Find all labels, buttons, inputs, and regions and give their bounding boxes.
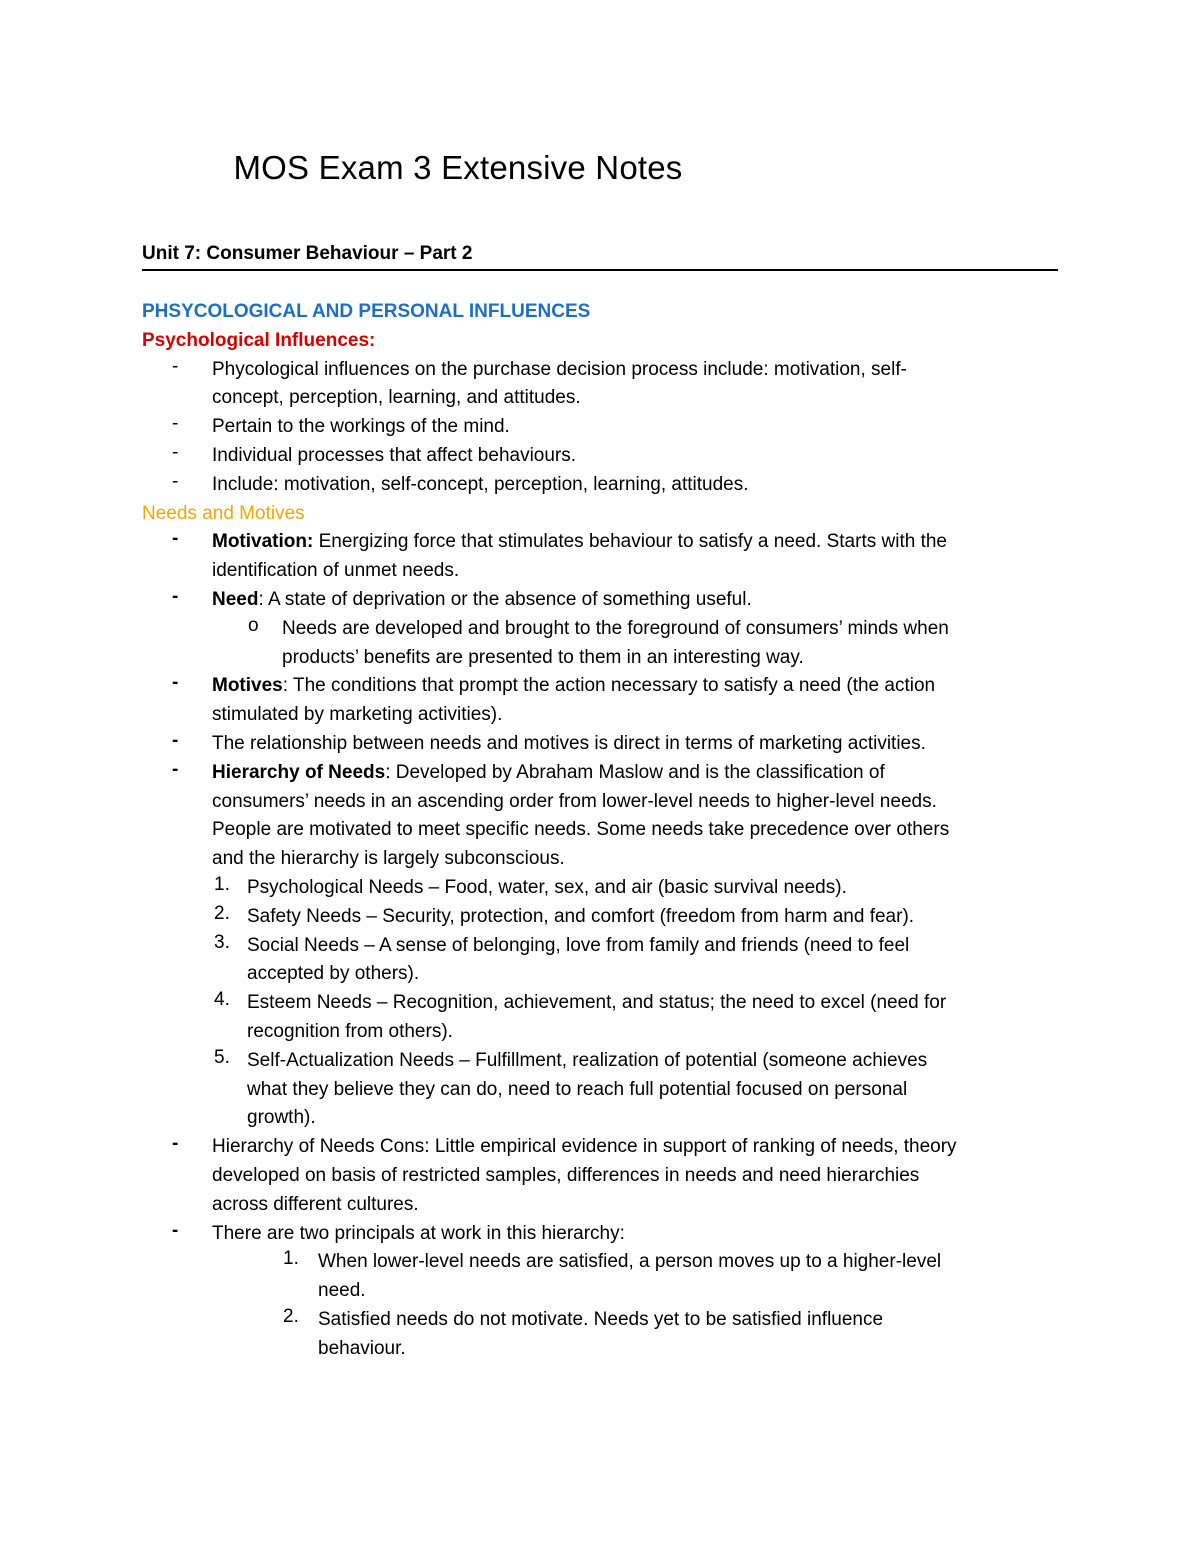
dash-bullet: -: [172, 1133, 179, 1155]
dash-bullet: -: [172, 729, 179, 751]
sub-list-item: [142, 615, 1062, 673]
list-item-text: across different cultures.: [212, 1193, 419, 1215]
list-item-text: stimulated by marketing activities).: [212, 704, 503, 726]
dash-bullet: -: [172, 470, 179, 492]
list-item-text: identification of unmet needs.: [212, 560, 460, 582]
term-motives: Motives: [212, 675, 283, 697]
list-item-text: products’ benefits are presented to them in an interesting way.: [282, 646, 804, 668]
list-item-text: The relationship between needs and motives is direct in terms of marketing activities.: [212, 732, 926, 754]
item-number: 3.: [214, 931, 230, 953]
list-item-text: Include: motivation, self-concept, perception, learning, attitudes.: [212, 473, 749, 495]
list-item: [142, 471, 1062, 500]
list-item-text: Hierarchy of Needs Cons: Little empirical evidence in support of ranking of needs, theory: [212, 1136, 957, 1158]
list-item-hierarchy: [142, 759, 1062, 874]
dash-bullet: -: [172, 1219, 179, 1241]
list-item-text: need.: [318, 1280, 366, 1302]
list-item-text: accepted by others).: [247, 963, 420, 985]
list-item-relationship: [142, 730, 1062, 759]
item-number: 5.: [214, 1046, 230, 1068]
list-item-text: Social Needs – A sense of belonging, love from family and friends (need to feel: [247, 934, 910, 956]
list-item-text: concept, perception, learning, and attitudes.: [212, 387, 581, 409]
list-item-text: Energizing force that stimulates behaviour to satisfy a need. Starts with the: [313, 531, 947, 553]
dash-bullet: -: [172, 413, 179, 435]
list-item-text: recognition from others).: [247, 1020, 453, 1042]
dash-bullet: -: [172, 441, 179, 463]
list-item-text: Satisfied needs do not motivate. Needs yet to be satisfied influence: [318, 1308, 884, 1330]
list-item-text: what they believe they can do, need to reach full potential focused on personal: [247, 1078, 908, 1100]
needs-heading: Needs and Motives: [142, 502, 305, 524]
dash-bullet: -: [172, 585, 179, 607]
list-item-text: People are motivated to meet specific needs. Some needs take precedence over others: [212, 819, 950, 841]
list-item-text: Self-Actualization Needs – Fulfillment, realization of potential (someone achieves: [247, 1049, 928, 1071]
dash-bullet: -: [172, 355, 179, 377]
item-number: 2.: [283, 1305, 299, 1327]
term-hierarchy: Hierarchy of Needs: [212, 761, 386, 783]
numbered-item: [142, 989, 1062, 1047]
list-item: [142, 442, 1062, 471]
term-motivation: Motivation:: [212, 531, 314, 553]
list-item-text: There are two principals at work in this hierarchy:: [212, 1222, 625, 1244]
list-item-text: Safety Needs – Security, protection, and comfort (freedom from harm and fear).: [247, 905, 915, 927]
list-item-motives: [142, 672, 1062, 730]
list-item-text: behaviour.: [318, 1337, 406, 1359]
numbered-item: [142, 874, 1062, 903]
dash-bullet: -: [172, 528, 179, 550]
list-item-text: : Developed by Abraham Maslow and is the classification of: [385, 761, 885, 783]
list-item-text: Phycological influences on the purchase decision process include: motivation, self-: [212, 358, 907, 380]
list-item: [142, 356, 1062, 414]
document-title: MOS Exam 3 Extensive Notes: [233, 149, 683, 186]
term-need: Need: [212, 588, 259, 610]
item-number: 1.: [214, 873, 230, 895]
list-item-text: Esteem Needs – Recognition, achievement, and status; the need to excel (need for: [247, 992, 947, 1014]
psych-heading: Psychological Influences:: [142, 329, 376, 351]
list-item-text: consumers’ needs in an ascending order from lower-level needs to higher-level needs.: [212, 790, 937, 812]
list-item-motivation: [142, 528, 1062, 586]
list-item-text: Individual processes that affect behaviours.: [212, 444, 577, 466]
list-item-text: growth).: [247, 1107, 316, 1129]
numbered-item: [142, 1047, 1062, 1133]
numbered-item: [142, 903, 1062, 932]
item-number: 1.: [283, 1248, 299, 1270]
list-item-text: When lower-level needs are satisfied, a person moves up to a higher-level: [318, 1251, 942, 1273]
list-item-text: Needs are developed and brought to the foreground of consumers’ minds when: [282, 617, 949, 639]
numbered-item: [142, 1306, 1062, 1364]
section-heading: PHSYCOLOGICAL AND PERSONAL INFLUENCES: [142, 301, 591, 322]
unit-heading: Unit 7: Consumer Behaviour – Part 2: [142, 240, 1058, 271]
dash-bullet: -: [172, 758, 179, 780]
body-text: [142, 298, 1062, 1363]
list-item-cons: [142, 1133, 1062, 1219]
list-item-principals: [142, 1220, 1062, 1249]
numbered-item: [142, 932, 1062, 990]
list-item-text: and the hierarchy is largely subconscious.: [212, 848, 565, 870]
list-item-text: Psychological Needs – Food, water, sex, and air (basic survival needs).: [247, 876, 847, 898]
list-item: [142, 413, 1062, 442]
list-item-text: : The conditions that prompt the action necessary to satisfy a need (the action: [282, 675, 936, 697]
item-number: 2.: [214, 902, 230, 924]
numbered-item: [142, 1248, 1062, 1306]
list-item-text: : A state of deprivation or the absence of something useful.: [258, 588, 752, 610]
dash-bullet: -: [172, 672, 179, 694]
list-item-text: developed on basis of restricted samples, differences in needs and need hierarchies: [212, 1164, 920, 1186]
list-item-need: [142, 586, 1062, 615]
item-number: 4.: [214, 989, 230, 1011]
circle-bullet: o: [248, 614, 259, 636]
list-item-text: Pertain to the workings of the mind.: [212, 416, 510, 438]
